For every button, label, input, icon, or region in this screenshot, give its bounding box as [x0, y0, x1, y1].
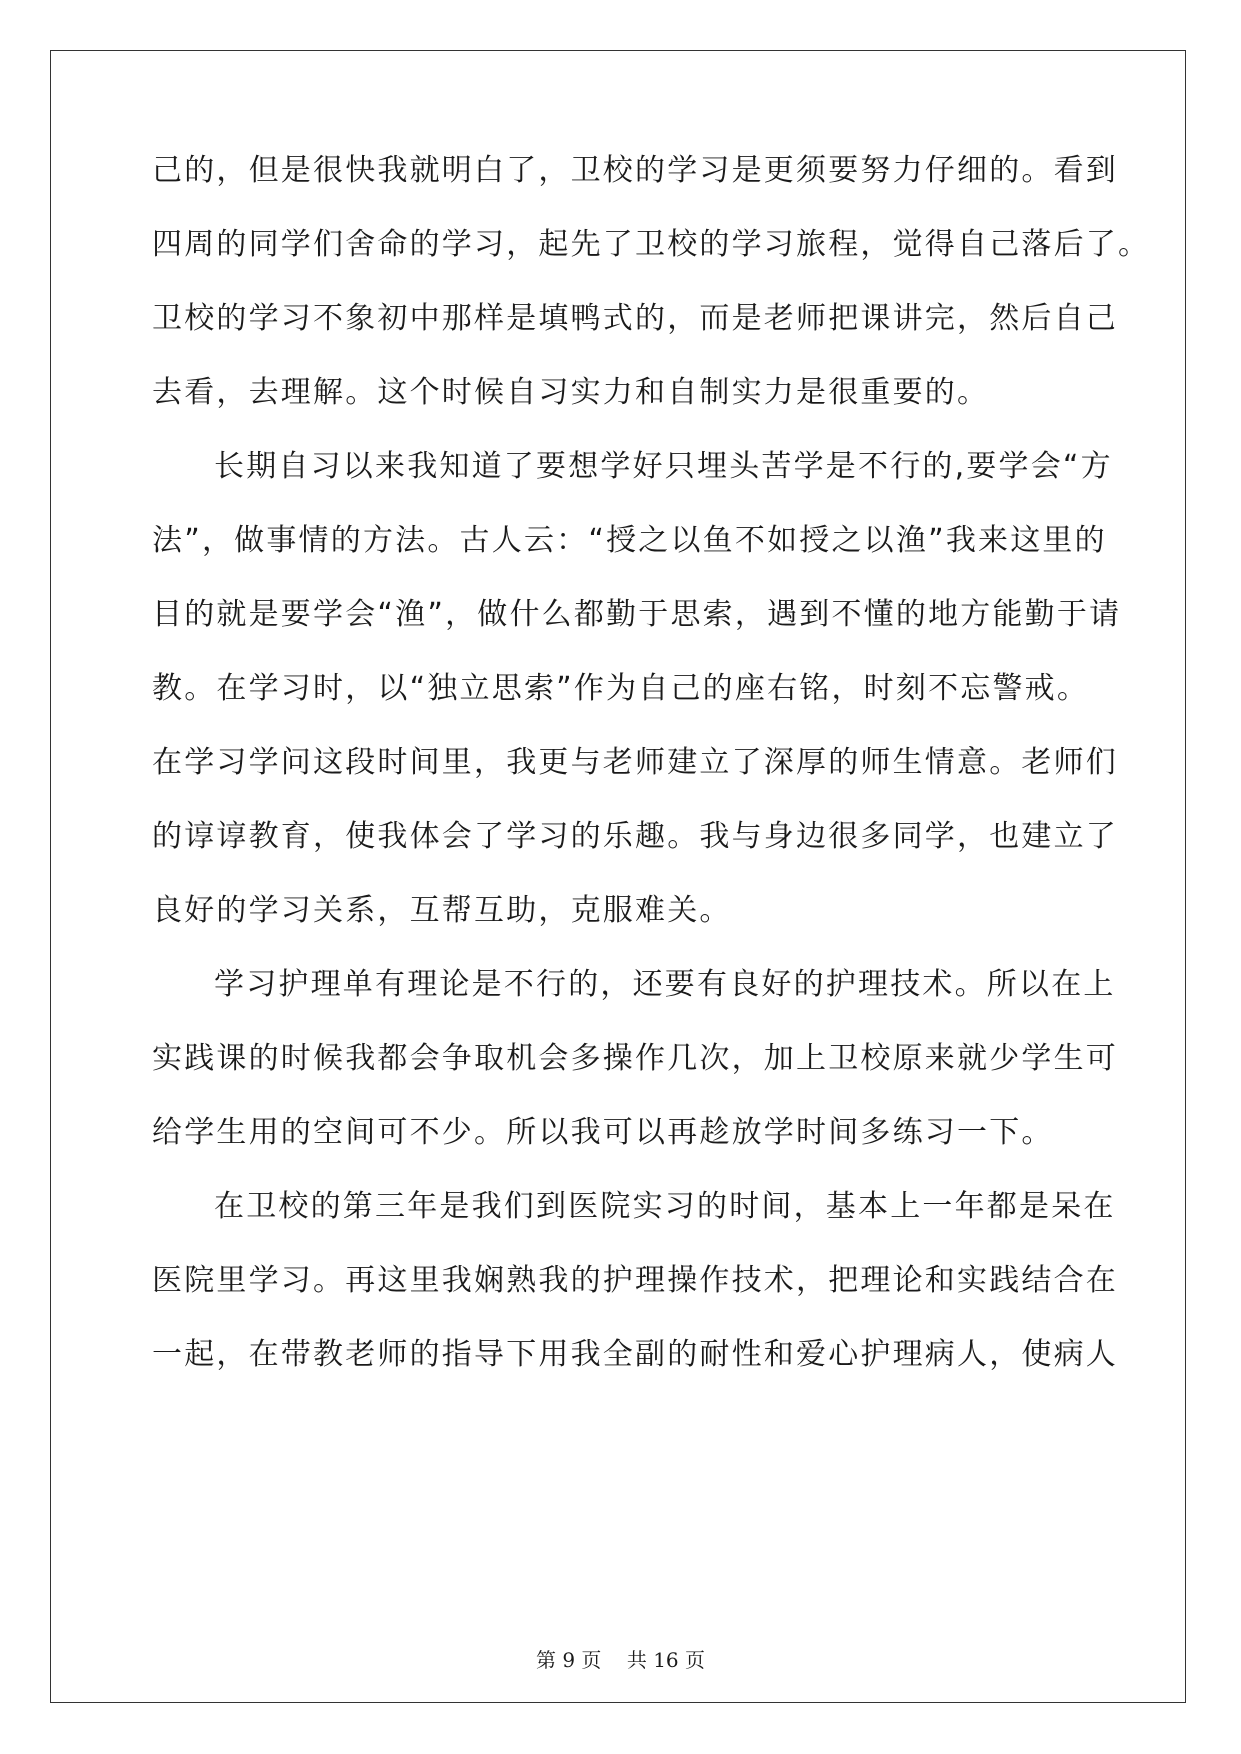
- text-line: 医院里学习。再这里我娴熟我的护理操作技术，把理论和实践结合在: [152, 1263, 1118, 1298]
- text-line: 四周的同学们舍命的学习，起先了卫校的学习旅程，觉得自己落后了。: [152, 227, 1151, 262]
- page-number-footer: 第 9 页 共 16 页: [535, 1648, 706, 1672]
- text-line: 教。在学习时，以“独立思索”作为自己的座右铭，时刻不忘警戒。: [152, 671, 1090, 706]
- text-line: 法”，做事情的方法。古人云：“授之以鱼不如授之以渔”我来这里的: [152, 523, 1107, 558]
- text-line: 实践课的时候我都会争取机会多操作几次，加上卫校原来就少学生可: [152, 1041, 1118, 1076]
- text-line: 给学生用的空间可不少。所以我可以再趁放学时间多练习一下。: [152, 1115, 1054, 1150]
- text-line: 己的，但是很快我就明白了，卫校的学习是更须要努力仔细的。看到: [152, 153, 1118, 188]
- text-line: 良好的学习关系，互帮互助，克服难关。: [152, 893, 732, 928]
- text-line: 目的就是要学会“渔”，做什么都勤于思索，遇到不懂的地方能勤于请: [152, 597, 1122, 632]
- paragraph-start-line: 长期自习以来我知道了要想学好只埋头苦学是不行的,要学会“方: [214, 449, 1113, 484]
- text-line: 在学习学问这段时间里，我更与老师建立了深厚的师生情意。老师们: [152, 745, 1118, 780]
- paragraph-start-line: 学习护理单有理论是不行的，还要有良好的护理技术。所以在上: [214, 967, 1116, 1002]
- text-line: 卫校的学习不象初中那样是填鸭式的，而是老师把课讲完，然后自己: [152, 301, 1118, 336]
- text-line: 一起，在带教老师的指导下用我全副的耐性和爱心护理病人，使病人: [152, 1337, 1118, 1372]
- paragraph-start-line: 在卫校的第三年是我们到医院实习的时间，基本上一年都是呆在: [214, 1189, 1116, 1224]
- page-border: [50, 50, 1186, 1703]
- text-line: 去看，去理解。这个时候自习实力和自制实力是很重要的。: [152, 375, 990, 410]
- text-line: 的谆谆教育，使我体会了学习的乐趣。我与身边很多同学，也建立了: [152, 819, 1118, 854]
